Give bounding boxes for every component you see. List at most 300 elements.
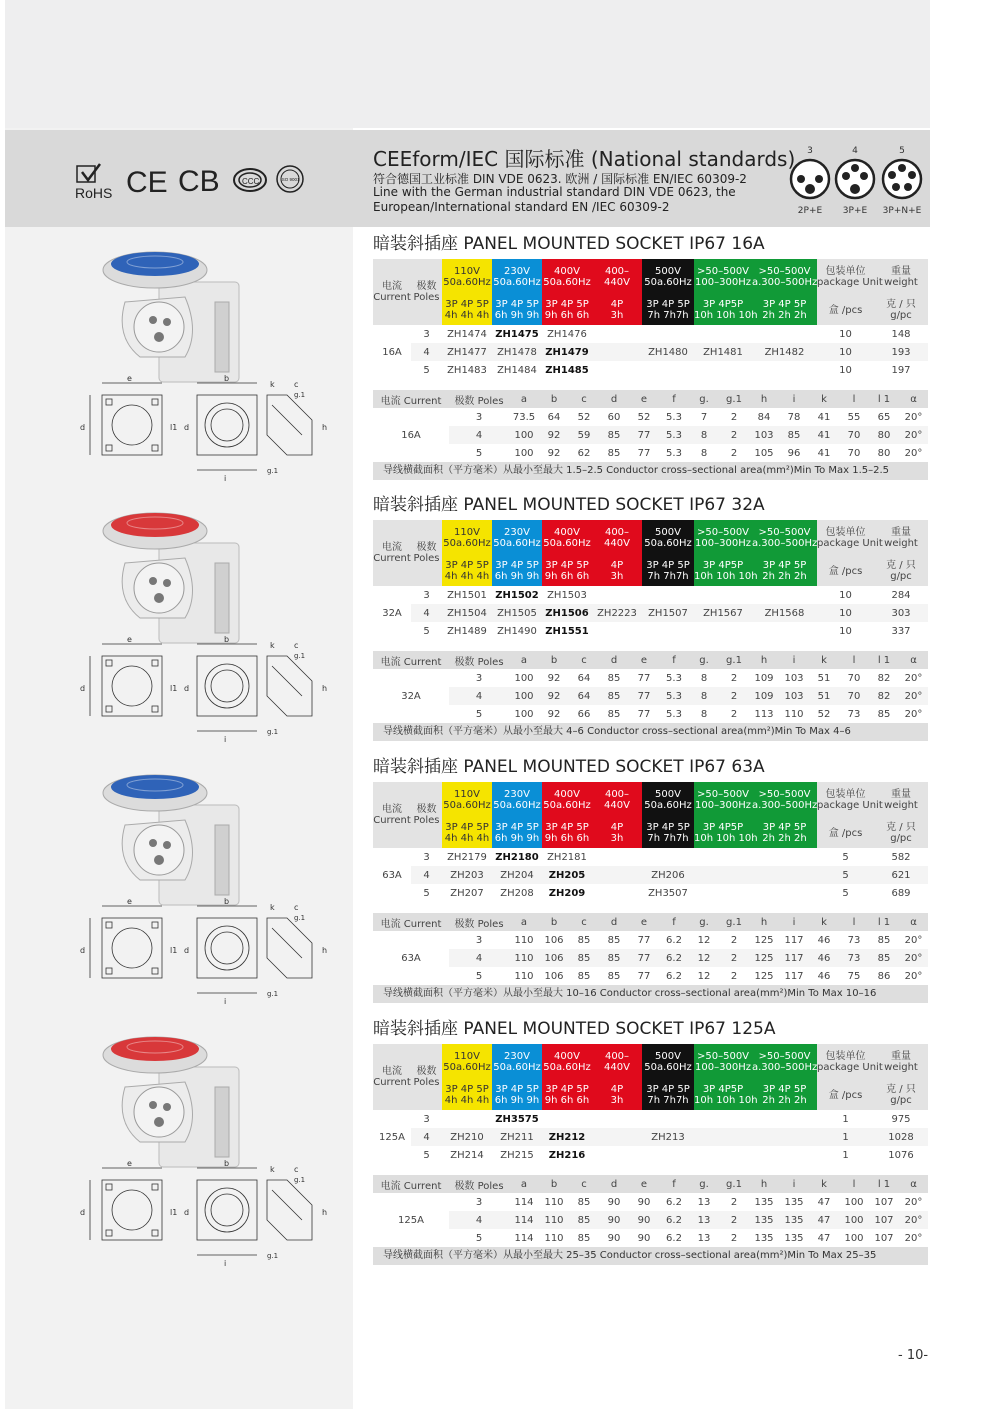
- svg-text:i: i: [224, 1259, 227, 1268]
- header-text: 400V: [554, 527, 580, 538]
- dim-header-cell: b: [539, 1175, 569, 1193]
- dim-header-cell: a: [509, 913, 539, 931]
- part-number-cell: ZH1482: [764, 346, 805, 358]
- part-number-cell: [694, 586, 752, 604]
- header-text: 50a.60Hz: [644, 538, 692, 549]
- table-row: [373, 705, 928, 723]
- dim-value-cell: 77: [637, 690, 651, 702]
- header-text: package Unit: [817, 800, 883, 811]
- dim-value-cell: 84: [757, 411, 771, 423]
- conductor-note: 导线横截面积（平方毫米）从最小至最大 4–6 Conductor cross–sectional area(mm²)Min To Max 4–6: [373, 723, 928, 741]
- dim-header-cell: 极数 Poles: [449, 651, 509, 669]
- part-number-cell: ZH209: [548, 887, 586, 899]
- dim-header-cell: g.: [689, 390, 719, 408]
- header-text: 3P 4P 5P: [445, 299, 489, 310]
- poles-hours-header: [442, 818, 492, 848]
- header-text: 10h 10h 10h: [694, 571, 758, 582]
- header-text: 7h 7h7h: [647, 571, 689, 582]
- dim-value-cell: 5.3: [666, 447, 682, 459]
- header-text: 50a.60Hz: [644, 1062, 692, 1073]
- dim-value-cell: 106: [544, 952, 564, 964]
- dim-header-cell: 电流 Current: [373, 1175, 449, 1193]
- header-text: 10h 10h 10h: [694, 310, 758, 321]
- header-text: a.300–500Hz: [752, 277, 818, 288]
- poles-hours-header: [752, 556, 817, 586]
- header-text: 230V: [504, 1051, 530, 1062]
- header-standard-cn: 符合德国工业标准 DIN VDE 0623. 欧洲 / 国际标准 EN/IEC 60309-2: [373, 172, 747, 186]
- table-row: [373, 1146, 928, 1164]
- dim-header-cell: c: [569, 1175, 599, 1193]
- svg-text:e: e: [127, 374, 132, 383]
- package-unit: 盒 /pcs: [817, 556, 874, 586]
- dim-header-cell: a: [509, 1175, 539, 1193]
- svg-text:d: d: [80, 946, 86, 955]
- voltage-header: [592, 782, 642, 818]
- dim-value-cell: 125: [754, 934, 774, 946]
- dim-value-cell: 73: [847, 934, 861, 946]
- header-text: 110V: [454, 1051, 480, 1062]
- dim-value-cell: 12: [697, 970, 711, 982]
- dim-header-cell: g.: [689, 651, 719, 669]
- header-text: 3P 4P5P: [702, 299, 744, 310]
- dim-value-cell: 4: [475, 952, 483, 964]
- plug-count-3: 3: [807, 146, 813, 156]
- dim-header-cell: k: [809, 1175, 839, 1193]
- dim-value-cell: 20°: [904, 970, 923, 982]
- voltage-header: [642, 782, 694, 818]
- package-cell: 10: [839, 364, 852, 376]
- dim-value-cell: 85: [607, 429, 621, 441]
- poles-cell: 5: [423, 364, 430, 376]
- dim-header-cell: α: [899, 651, 928, 669]
- dim-value-cell: 5: [475, 708, 483, 720]
- socket-photo: [95, 503, 345, 653]
- part-number-cell: [694, 884, 752, 902]
- dimension-table: [373, 913, 928, 985]
- conductor-note: 导线横截面积（平方毫米）从最小至最大 1.5–2.5 Conductor cross–sectional area(mm²)Min To Max 1.5–2.5: [373, 462, 928, 480]
- header-text: 2h 2h 2h: [762, 1095, 807, 1106]
- dim-value-cell: 2: [730, 1214, 738, 1226]
- dim-value-cell: 46: [817, 970, 831, 982]
- dim-value-cell: 85: [607, 708, 621, 720]
- section-title: 暗装斜插座 PANEL MOUNTED SOCKET IP67 125A: [373, 1019, 776, 1039]
- svg-text:c: c: [294, 903, 299, 912]
- dim-value-cell: 90: [637, 1214, 651, 1226]
- svg-text:b: b: [224, 374, 230, 383]
- header-text: 极数: [416, 281, 437, 292]
- part-number-cell: ZH1551: [545, 625, 589, 637]
- weight-cell: 193: [891, 346, 911, 358]
- dim-header-cell: h: [749, 913, 779, 931]
- part-number-cell: [442, 1110, 492, 1128]
- part-number-cell: ZH204: [500, 869, 534, 881]
- header-text: 500V: [655, 266, 681, 277]
- dim-header-cell: l: [839, 651, 869, 669]
- header-text: 电流: [382, 804, 402, 815]
- header-text: 500V: [655, 1051, 681, 1062]
- header-text: 电流: [382, 281, 402, 292]
- dim-value-cell: 110: [544, 1232, 564, 1244]
- dim-value-cell: 2: [730, 672, 738, 684]
- weight-cell: 1028: [888, 1131, 914, 1143]
- poles-cell: 5: [423, 887, 430, 899]
- dim-value-cell: 20°: [904, 1232, 923, 1244]
- plug-count-5: 5: [899, 146, 905, 156]
- header-text: 2h 2h 2h: [762, 833, 807, 844]
- spec-table: [373, 520, 928, 640]
- dim-header-cell: e: [629, 913, 659, 931]
- package-unit: 盒 /pcs: [817, 1080, 874, 1110]
- dim-value-cell: 106: [544, 934, 564, 946]
- header-text: 重量: [891, 527, 911, 538]
- dim-value-cell: 6.2: [666, 1214, 682, 1226]
- current-header: [373, 259, 411, 325]
- dim-header-cell: b: [539, 913, 569, 931]
- dim-value-cell: 41: [817, 429, 831, 441]
- dim-header-cell: g.1: [719, 913, 749, 931]
- part-number-cell: ZH216: [548, 1149, 586, 1161]
- part-number-cell: [752, 866, 817, 884]
- part-number-cell: ZH1504: [447, 607, 487, 619]
- dim-value-cell: 85: [877, 952, 891, 964]
- dim-header-cell: 电流 Current: [373, 390, 449, 408]
- dim-value-cell: 100: [514, 690, 534, 702]
- dim-value-cell: 20°: [904, 672, 923, 684]
- dim-value-cell: 20°: [904, 690, 923, 702]
- header-text: 50a.60Hz: [443, 277, 491, 288]
- poles-hours-header: [642, 818, 694, 848]
- header-text: weight: [884, 277, 918, 288]
- voltage-header: [694, 782, 752, 818]
- dim-value-cell: 135: [784, 1214, 804, 1226]
- dim-value-cell: 96: [787, 447, 801, 459]
- dim-header-cell: e: [629, 651, 659, 669]
- poles-hours-header: [592, 818, 642, 848]
- dim-value-cell: 70: [847, 429, 861, 441]
- header-text: 包装单位: [825, 266, 866, 277]
- dim-value-cell: 62: [577, 447, 591, 459]
- svg-text:k: k: [270, 380, 275, 389]
- dim-value-cell: 8: [700, 708, 708, 720]
- dim-value-cell: 5.3: [666, 429, 682, 441]
- dim-current-cell: 16A: [401, 429, 421, 441]
- voltage-header: [442, 259, 492, 295]
- part-number-cell: [694, 1128, 752, 1146]
- ccc-text: CCC: [242, 177, 260, 186]
- part-number-cell: ZH1501: [447, 589, 487, 601]
- voltage-header: [592, 259, 642, 295]
- part-number-cell: [694, 361, 752, 379]
- header-text: 50a.60Hz: [543, 800, 591, 811]
- dim-value-cell: 51: [817, 690, 831, 702]
- part-number-cell: [642, 848, 694, 866]
- table-row: [373, 1128, 928, 1146]
- svg-text:k: k: [270, 1165, 275, 1174]
- dim-header-cell: e: [629, 390, 659, 408]
- plug-pin-diagrams: [786, 143, 926, 218]
- weight-cell: 284: [891, 589, 911, 601]
- header-text: 3P 4P5P: [702, 822, 744, 833]
- table-row: [373, 343, 928, 361]
- dim-value-cell: 105: [754, 447, 774, 459]
- dim-header-cell: c: [569, 651, 599, 669]
- dim-value-cell: 92: [547, 672, 561, 684]
- part-number-cell: ZH1483: [447, 364, 487, 376]
- voltage-header: [752, 520, 817, 556]
- header-text: 克 / 只: [886, 560, 916, 571]
- header-text: 3P 4P 5P: [646, 560, 690, 571]
- dim-value-cell: 2: [730, 934, 738, 946]
- header-text: g/pc: [890, 310, 912, 321]
- header-standard-en-2: European/International standard EN /IEC 60309-2: [373, 200, 670, 214]
- plug-3p-e-icon: [836, 160, 874, 198]
- weight-cell: 337: [891, 625, 911, 637]
- dim-header-cell: l 1: [869, 913, 899, 931]
- dim-value-cell: 125: [754, 970, 774, 982]
- part-number-cell: [752, 1128, 817, 1146]
- table-row: [373, 1193, 928, 1211]
- svg-text:g.1: g.1: [294, 914, 306, 922]
- poles-hours-header: [492, 295, 542, 325]
- header-text: 9h 6h 6h: [544, 1095, 590, 1106]
- part-number-cell: ZH213: [651, 1131, 685, 1143]
- table-row: [373, 848, 928, 866]
- header-text: 4h 4h 4h: [444, 571, 490, 582]
- svg-text:k: k: [270, 903, 275, 912]
- dim-value-cell: 73: [847, 708, 861, 720]
- header-text: 6h 9h 9h: [494, 833, 540, 844]
- header-text: 10h 10h 10h: [694, 1095, 758, 1106]
- part-number-cell: ZH1477: [447, 346, 487, 358]
- dim-header-cell: i: [779, 1175, 809, 1193]
- dimension-table: [373, 390, 928, 462]
- part-number-cell: [752, 361, 817, 379]
- dim-value-cell: 6.2: [666, 1196, 682, 1208]
- dim-value-cell: 80: [877, 429, 891, 441]
- package-header: [817, 782, 883, 818]
- dim-value-cell: 52: [817, 708, 831, 720]
- header-text: 3P 4P 5P: [545, 560, 589, 571]
- header-text: 6h 9h 9h: [494, 1095, 540, 1106]
- part-number-cell: [694, 1146, 752, 1164]
- svg-text:g.1: g.1: [294, 1176, 306, 1184]
- svg-text:l1: l1: [170, 684, 178, 693]
- dim-value-cell: 100: [514, 447, 534, 459]
- part-number-cell: ZH1478: [497, 346, 537, 358]
- weight-cell: 1076: [888, 1149, 914, 1161]
- voltage-header: [492, 782, 542, 818]
- part-number-cell: ZH203: [450, 869, 484, 881]
- voltage-header: [642, 520, 694, 556]
- ccc-logo: [234, 169, 266, 191]
- dim-value-cell: 5.3: [666, 411, 682, 423]
- part-number-cell: [752, 848, 817, 866]
- dim-header-cell: f: [659, 390, 689, 408]
- weight-unit: [874, 556, 928, 586]
- svg-text:h: h: [322, 1208, 328, 1217]
- part-number-cell: ZH2180: [495, 851, 539, 863]
- plug-3p-n-e-icon: [883, 160, 921, 198]
- svg-text:h: h: [322, 684, 328, 693]
- package-cell: 10: [839, 589, 852, 601]
- header-text: 500V: [655, 789, 681, 800]
- header-text: >50–500V: [758, 1051, 811, 1062]
- dim-value-cell: 77: [637, 952, 651, 964]
- plug-label-2p-e: 2P+E: [797, 206, 823, 216]
- dim-value-cell: 107: [874, 1196, 894, 1208]
- weight-cell: 303: [891, 607, 911, 619]
- header-text: 包装单位: [825, 789, 866, 800]
- header-text: 7h 7h7h: [647, 310, 689, 321]
- part-number-cell: ZH2223: [597, 607, 637, 619]
- dim-value-cell: 47: [817, 1232, 831, 1244]
- dim-header-cell: f: [659, 913, 689, 931]
- poles-hours-header: [442, 295, 492, 325]
- header-text: 3P 4P 5P: [445, 822, 489, 833]
- dim-value-cell: 114: [514, 1214, 534, 1226]
- dim-header-cell: e: [629, 1175, 659, 1193]
- voltage-header: [542, 520, 592, 556]
- header-text: 3h: [610, 571, 624, 582]
- poles-hours-header: [542, 295, 592, 325]
- dim-header-cell: g.1: [719, 390, 749, 408]
- dim-header-cell: 极数 Poles: [449, 1175, 509, 1193]
- header-text: Current: [373, 815, 411, 826]
- package-cell: 10: [839, 625, 852, 637]
- dim-value-cell: 82: [877, 672, 891, 684]
- table-row: [373, 325, 928, 343]
- socket-photo: [95, 242, 345, 392]
- header-text: 2h 2h 2h: [762, 310, 807, 321]
- dim-value-cell: 55: [847, 411, 861, 423]
- svg-text:b: b: [224, 1159, 230, 1168]
- header-text: 3P 4P5P: [702, 560, 744, 571]
- part-number-cell: [642, 586, 694, 604]
- dim-value-cell: 114: [514, 1196, 534, 1208]
- dim-value-cell: 2: [730, 708, 738, 720]
- dim-value-cell: 5.3: [666, 708, 682, 720]
- table-row: [373, 361, 928, 379]
- dim-value-cell: 77: [637, 672, 651, 684]
- header-text: >50–500V: [696, 266, 750, 277]
- dim-value-cell: 109: [754, 672, 774, 684]
- header-text: 4P: [610, 1084, 624, 1095]
- header-text: 极数: [416, 1066, 437, 1077]
- dim-value-cell: 60: [607, 411, 621, 423]
- dim-value-cell: 8: [700, 690, 708, 702]
- part-number-cell: ZH1480: [648, 346, 688, 358]
- section-title: 暗装斜插座 PANEL MOUNTED SOCKET IP67 63A: [373, 757, 765, 777]
- dim-value-cell: 125: [754, 952, 774, 964]
- dim-header-cell: h: [749, 1175, 779, 1193]
- table-row: [373, 866, 928, 884]
- part-number-cell: ZH1507: [648, 607, 688, 619]
- dim-value-cell: 66: [577, 708, 591, 720]
- header-text: 230V: [504, 266, 530, 277]
- svg-text:b: b: [224, 897, 230, 906]
- dim-value-cell: 46: [817, 952, 831, 964]
- poles-hours-header: [642, 1080, 694, 1110]
- part-number-cell: ZH1502: [495, 589, 539, 601]
- package-cell: 5: [842, 887, 849, 899]
- svg-text:l1: l1: [170, 423, 178, 432]
- header-text: 500V: [655, 527, 681, 538]
- part-number-cell: ZH1506: [545, 607, 589, 619]
- part-number-cell: ZH212: [548, 1131, 586, 1143]
- part-number-cell: [752, 622, 817, 640]
- part-number-cell: [752, 884, 817, 902]
- part-number-cell: ZH208: [500, 887, 534, 899]
- dim-value-cell: 100: [514, 672, 534, 684]
- poles-hours-header: [752, 1080, 817, 1110]
- svg-text:g.1: g.1: [294, 652, 306, 660]
- dim-value-cell: 5: [475, 970, 483, 982]
- svg-text:c: c: [294, 641, 299, 650]
- dim-current-cell: 63A: [401, 952, 421, 964]
- header-text: 50a.60Hz: [543, 1062, 591, 1073]
- dim-value-cell: 85: [607, 672, 621, 684]
- poles-hours-header: [592, 556, 642, 586]
- dim-header-cell: i: [779, 390, 809, 408]
- part-number-cell: [592, 361, 642, 379]
- svg-text:g.1: g.1: [267, 990, 279, 998]
- dim-value-cell: 77: [637, 970, 651, 982]
- package-unit: 盒 /pcs: [817, 295, 874, 325]
- dim-header-cell: k: [809, 390, 839, 408]
- part-number-cell: [694, 622, 752, 640]
- poles-hours-header: [694, 1080, 758, 1110]
- header-text: 50a.60Hz: [493, 1062, 541, 1073]
- package-cell: 10: [839, 328, 852, 340]
- header-text: 3P 4P 5P: [545, 822, 589, 833]
- poles-hours-header: [592, 1080, 642, 1110]
- svg-text:h: h: [322, 423, 328, 432]
- svg-text:d: d: [184, 423, 190, 432]
- header-text: weight: [884, 538, 918, 549]
- voltage-header: [752, 1044, 817, 1080]
- header-text: 3P 4P 5P: [545, 299, 589, 310]
- table-row: [373, 444, 928, 462]
- header-text: 包装单位: [825, 527, 866, 538]
- part-number-cell: [592, 343, 642, 361]
- header-text: 50a.60Hz: [543, 538, 591, 549]
- part-number-cell: [592, 1110, 642, 1128]
- header-text: 3P 4P 5P: [445, 560, 489, 571]
- dim-header-cell: b: [539, 390, 569, 408]
- table-row: [373, 1229, 928, 1247]
- svg-text:d: d: [184, 684, 190, 693]
- dim-value-cell: 107: [874, 1232, 894, 1244]
- dim-value-cell: 92: [547, 429, 561, 441]
- voltage-header: [542, 782, 592, 818]
- package-cell: 10: [839, 607, 852, 619]
- header-text: 3P 4P 5P: [495, 560, 539, 571]
- dim-value-cell: 52: [577, 411, 591, 423]
- poles-hours-header: [694, 818, 758, 848]
- dim-header-cell: α: [899, 913, 928, 931]
- part-number-cell: ZH1489: [447, 625, 487, 637]
- part-number-cell: [592, 325, 642, 343]
- dim-value-cell: 20°: [904, 447, 923, 459]
- table-row: [373, 408, 928, 426]
- current-cell: 16A: [382, 346, 402, 358]
- dim-value-cell: 70: [847, 447, 861, 459]
- dim-value-cell: 20°: [904, 708, 923, 720]
- dim-header-cell: g.: [689, 1175, 719, 1193]
- header-text: Current: [373, 292, 411, 303]
- dim-value-cell: 85: [607, 690, 621, 702]
- svg-text:g.1: g.1: [294, 391, 306, 399]
